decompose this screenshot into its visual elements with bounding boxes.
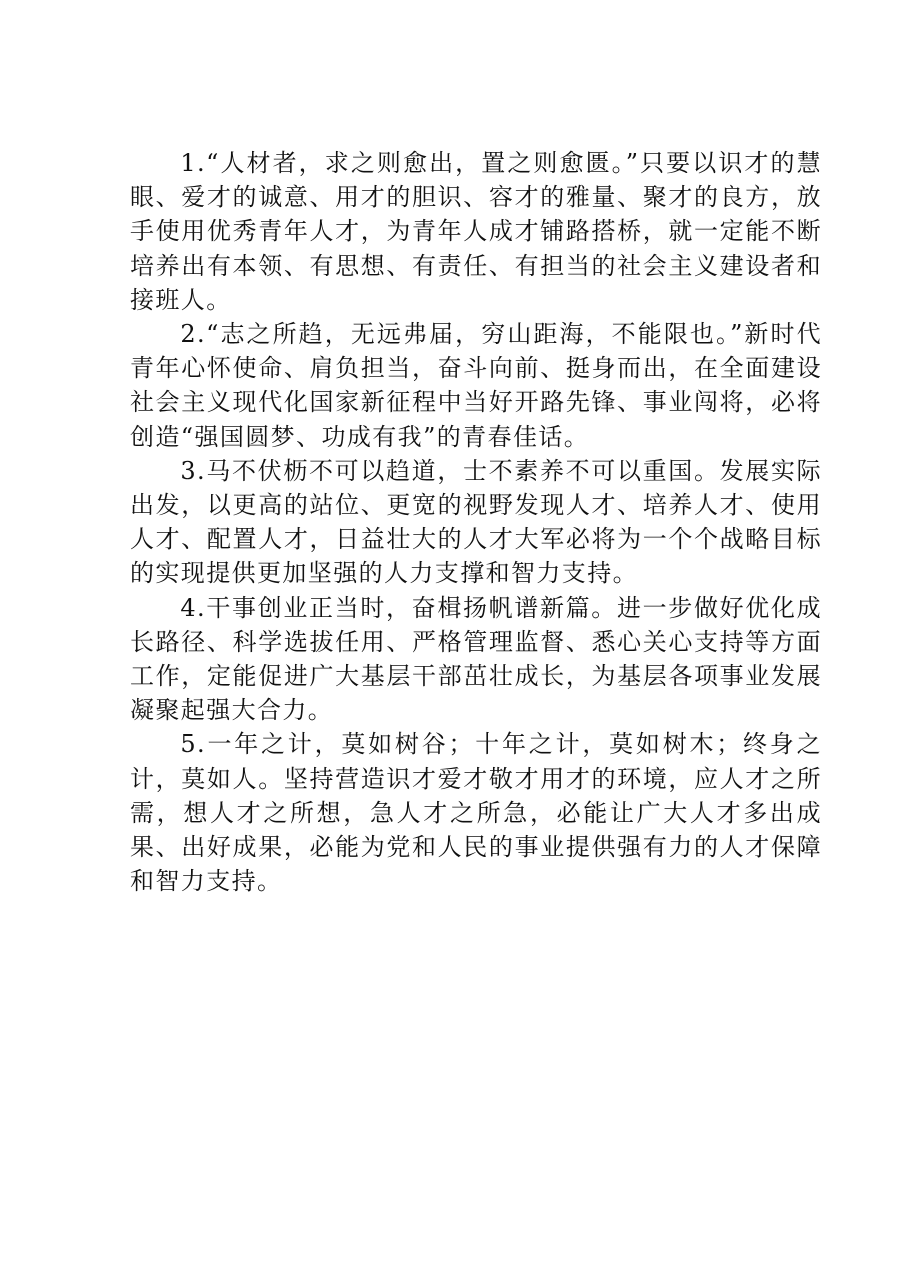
paragraph-1: 1.“人材者，求之则愈出，置之则愈匮。”只要以识才的慧眼、爱才的诚意、用才的胆识、容才的雅量、聚才的良方，放手使用优秀青年人才，为青年人成才铺路搭桥，就一定能不断培养出有本领、有思想、有责任、有担当的社会主义建设者和接班人。 (130, 149, 822, 314)
paragraph-3: 3.马不伏枥不可以趋道，士不素养不可以重国。发展实际出发，以更高的站位、更宽的视野发现人才、培养人才、使用人才、配置人才，日益壮大的人才大军必将为一个个战略目标的实现提供更加坚强的人力支撑和智力支持。 (130, 456, 822, 588)
paragraph-4: 4.干事创业正当时，奋楫扬帆谱新篇。进一步做好优化成长路径、科学选拔任用、严格管理监督、悉心关心支持等方面工作，定能促进广大基层干部茁壮成长，为基层各项事业发展凝聚起强大合力。 (130, 593, 822, 725)
paragraph-2: 2.“志之所趋，无远弗届，穷山距海，不能限也。”新时代青年心怀使命、肩负担当，奋斗向前、挺身而出，在全面建设社会主义现代化国家新征程中当好开路先锋、事业闯将，必将创造“强国圆梦、功成有我”的青春佳话。 (130, 320, 822, 451)
document-body (130, 146, 822, 898)
paragraph-5: 5.一年之计，莫如树谷；十年之计，莫如树木；终身之计，莫如人。坚持营造识才爱才敬才用才的环境，应人才之所需，想人才之所想，急人才之所急，必能让广大人才多出成果、出好成果，必能为党和人民的事业提供强有力的人才保障和智力支持。 (130, 730, 822, 896)
